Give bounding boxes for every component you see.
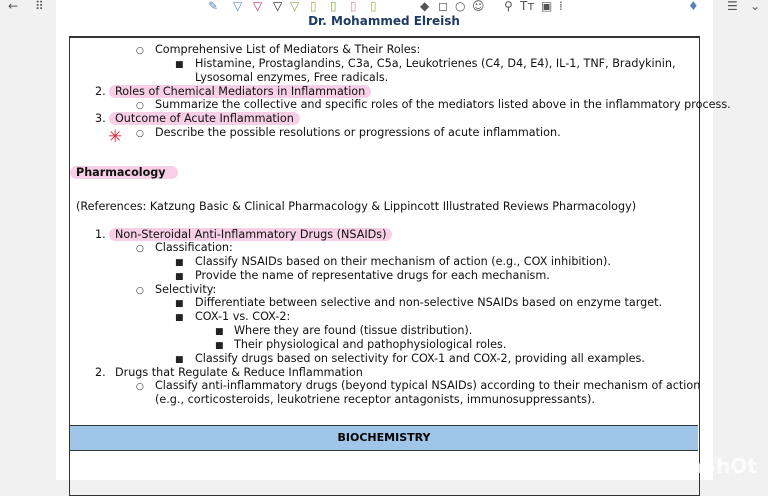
watermark: InShOt [680, 454, 757, 478]
highlighted-heading: Roles of Chemical Mediators in Inflammation [109, 85, 371, 98]
image-icon[interactable]: ▣ [541, 0, 553, 13]
section-heading-pharmacology: Pharmacology [70, 166, 178, 179]
bullet-circle: ○ [136, 101, 144, 111]
bullet-square: ■ [175, 258, 184, 268]
list-item: Classify anti-inflammatory drugs (beyond typical NSAIDs) according to their mechanism of action [155, 379, 701, 392]
bullet-square: ■ [175, 355, 184, 365]
shapes-icon[interactable]: ◻ [438, 0, 448, 13]
collapse-icon[interactable]: ⌄ [750, 0, 761, 13]
bullet-square: ■ [175, 272, 184, 282]
more-icon[interactable]: ⁞ [559, 0, 563, 13]
pen-red-icon[interactable]: ▽ [253, 0, 263, 13]
list-item: Classification: [155, 241, 233, 254]
section-header-biochemistry: BIOCHEMISTRY [70, 425, 698, 451]
bullet-circle: ○ [136, 129, 144, 139]
pen-blue-icon[interactable]: ▽ [233, 0, 243, 13]
list-item: Selectivity: [155, 283, 217, 296]
list-item: Histamine, Prostaglandins, C3a, C5a, Leukotrienes (C4, D4, E4), IL-1, TNF, Bradykinin, [195, 57, 676, 70]
link-icon[interactable]: ⚲ [504, 0, 513, 13]
highlighter-olive-icon[interactable]: ▯ [370, 0, 377, 13]
bullet-circle: ○ [136, 46, 144, 56]
apps-icon[interactable]: ⠿ [35, 0, 44, 13]
eraser-icon[interactable]: ◆ [420, 0, 430, 13]
bullet-circle: ○ [136, 286, 144, 296]
back-icon[interactable]: ← [8, 0, 19, 13]
pen-green-icon[interactable]: ▽ [290, 0, 300, 13]
list-item: Classify drugs based on selectivity for COX-1 and COX-2, providing all examples. [195, 352, 645, 365]
sticker-icon[interactable]: ☺ [472, 0, 485, 13]
document-title: Dr. Mohammed Elreish [308, 14, 460, 28]
annotation-toolbar [0, 0, 768, 13]
microphone-icon[interactable]: ♦ [688, 0, 699, 13]
list-item: Where they are found (tissue distribution). [234, 324, 473, 337]
lasso-icon[interactable]: ○ [455, 0, 466, 13]
references: (References: Katzung Basic & Clinical Pharmacology & Lippincott Illustrated Reviews Pharmacology) [76, 200, 637, 213]
bullet-square: ■ [175, 60, 184, 70]
list-number: 1. [95, 228, 106, 241]
list-item: Provide the name of representative drugs for each mechanism. [195, 269, 550, 282]
bullet-circle: ○ [136, 244, 144, 254]
list-item: Classify NSAIDs based on their mechanism of action (e.g., COX inhibition). [195, 255, 611, 268]
list-number: 3. [95, 112, 106, 125]
list-item: Differentiate between selective and non-selective NSAIDs based on enzyme target. [195, 296, 663, 309]
text-tool-icon[interactable]: Tт [520, 0, 535, 13]
bullet-square: ■ [175, 313, 184, 323]
list-number: 2. [95, 366, 106, 379]
bullet-circle: ○ [136, 382, 144, 392]
bullet-square: ■ [215, 327, 224, 337]
menu-icon[interactable]: ☰ [727, 0, 738, 13]
bullet-square: ■ [215, 341, 224, 351]
list-item: Comprehensive List of Mediators & Their Roles: [155, 43, 421, 56]
pen-icon[interactable]: ✎ [208, 0, 219, 13]
pen-black-icon[interactable]: ▽ [273, 0, 283, 13]
list-item: COX-1 vs. COX-2: [195, 310, 291, 323]
list-item: Describe the possible resolutions or progressions of acute inflammation. [155, 126, 561, 139]
star-annotation-icon: ✳ [108, 127, 123, 147]
highlighter-pink-icon[interactable]: ▯ [350, 0, 357, 13]
list-number: 2. [95, 85, 106, 98]
highlighter-green-icon[interactable]: ▯ [330, 0, 337, 13]
list-item: Summarize the collective and specific roles of the mediators listed above in the inflammatory process. [155, 98, 731, 111]
list-item: Their physiological and pathophysiological roles. [234, 338, 507, 351]
highlighted-heading: Outcome of Acute Inflammation [109, 112, 300, 125]
list-item: (e.g., corticosteroids, leukotriene receptor antagonists, immunosuppressants). [155, 393, 595, 406]
list-item: Lysosomal enzymes, Free radicals. [195, 71, 389, 84]
bullet-square: ■ [175, 299, 184, 309]
highlighter-yellow-icon[interactable]: ▯ [310, 0, 317, 13]
list-heading: Drugs that Regulate & Reduce Inflammation [115, 366, 363, 379]
highlighted-heading: Non-Steroidal Anti-Inflammatory Drugs (NSAIDs) [109, 228, 392, 241]
